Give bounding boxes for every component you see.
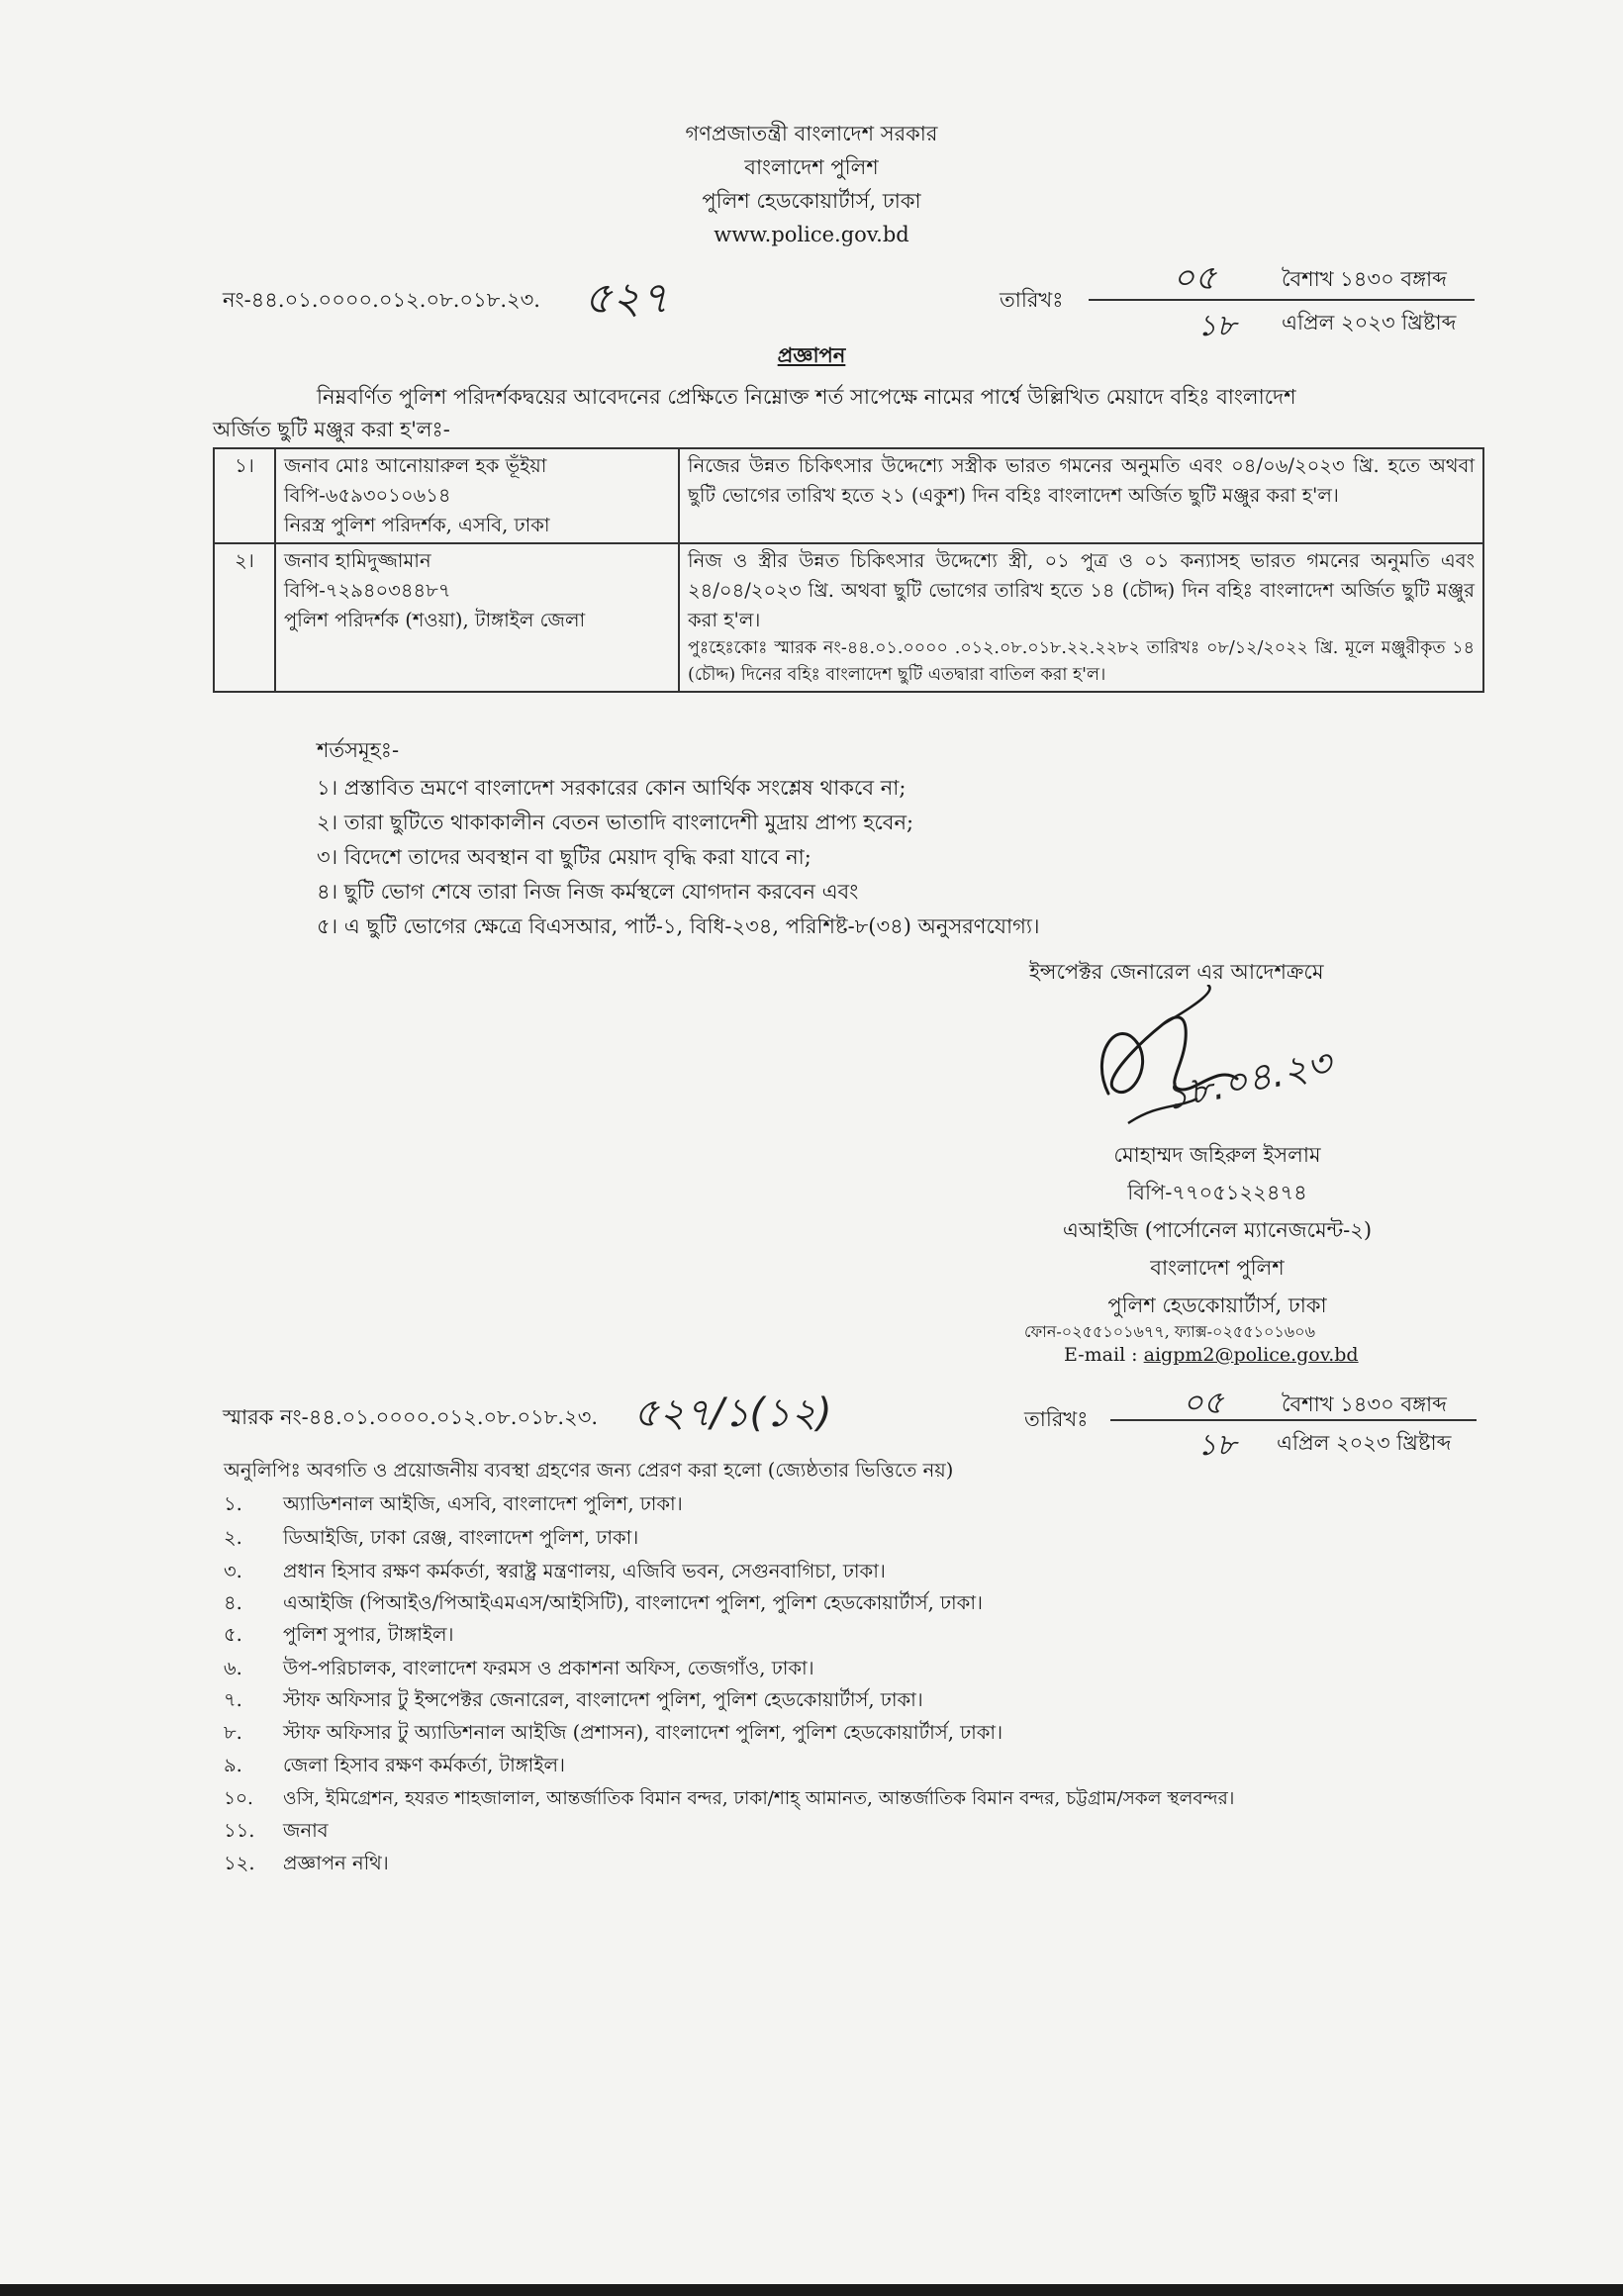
email-link[interactable]: aigpm2@police.gov.bd <box>1143 1344 1359 1366</box>
date-label: তারিখঃ <box>1000 288 1064 312</box>
signature-block <box>1009 1136 1425 1324</box>
copy-item: ১. অ্যাডিশনাল আইজি, এসবি, বাংলাদেশ পুলিশ, ঢাকা। <box>224 1492 683 1515</box>
copy-item: ৯. জেলা হিসাব রক্ষণ কর্মকর্তা, টাঙ্গাইল। <box>224 1754 565 1776</box>
officer-designation: নিরস্ত্র পুলিশ পরিদর্শক, এসবি, ঢাকা <box>284 514 550 536</box>
memo-date-bottom-handwritten: ১৮ <box>1197 1428 1236 1463</box>
officer-bp: বিপি-৭২৯৪০৩৪৪৮৭ <box>284 579 451 602</box>
condition-item: ১। প্রস্তাবিত ভ্রমণে বাংলাদেশ সরকারের কোন আর্থিক সংশ্লেষ থাকবে না; <box>317 776 907 800</box>
order-line: ইন্সপেক্টর জেনারেল এর আদেশক্রমে <box>1029 960 1324 984</box>
reference-number: নং-৪৪.০১.০০০০.০১২.০৮.০১৮.২৩. <box>223 288 540 312</box>
header-website: www.police.gov.bd <box>714 223 909 246</box>
officer-name: জনাব হামিদুজ্জামান <box>284 549 431 572</box>
letterhead <box>0 117 1623 251</box>
header-government: গণপ্রজাতন্ত্রী বাংলাদেশ সরকার <box>685 122 938 145</box>
memo-handwritten-number: ৫২৭/১(১২) <box>633 1390 832 1436</box>
condition-item: ২। তারা ছুটিতে থাকাকালীন বেতন ভাতাদি বাংলাদেশী মুদ্রায় প্রাপ্য হবেন; <box>317 811 914 834</box>
signatory-org: বাংলাদেশ পুলিশ <box>1150 1256 1285 1280</box>
copy-item: ২. ডিআইজি, ঢাকা রেঞ্জ, বাংলাদেশ পুলিশ, ঢাকা। <box>224 1526 639 1549</box>
condition-item: ৩। বিদেশে তাদের অবস্থান বা ছুটির মেয়াদ বৃদ্ধি করা যাবে না; <box>317 845 812 869</box>
memo-date-bottom-gregorian: এপ্রিল ২০২৩ খ্রিষ্টাব্দ <box>1277 1431 1452 1455</box>
notification-title: প্রজ্ঞাপন <box>777 342 846 367</box>
copy-intro: অনুলিপিঃ অবগতি ও প্রয়োজনীয় ব্যবস্থা গ্রহণের জন্য প্রেরণ করা হলো (জ্যেষ্ঠতার ভিত্তিতে নয়) <box>224 1459 954 1482</box>
row-details <box>679 448 1483 543</box>
contact-phone-fax: ফোন-০২৫৫১০১৬৭৭, ফ্যাক্স-০২৫৫১০১৬০৬ <box>1024 1322 1315 1341</box>
copy-item: ১০. ওসি, ইমিগ্রেশন, হযরত শাহজালাল, আন্তর্জাতিক বিমান বন্দর, ঢাকা/শাহ্ আমানত, আন্তর্জাতিক বিমান বন্দর, চট্টগ্রাম/সকল স্থলবন্দর। <box>224 1788 1235 1809</box>
date-bottom-handwritten: ১৮ <box>1197 309 1236 343</box>
row-officer <box>275 448 679 543</box>
copy-item: ৭. স্টাফ অফিসার টু ইন্সপেক্টর জেনারেল, বাংলাদেশ পুলিশ, পুলিশ হেডকোয়ার্টার্স, ঢাকা। <box>224 1688 923 1711</box>
header-police: বাংলাদেশ পুলিশ <box>744 155 879 179</box>
date-top-bengali: বৈশাখ ১৪৩০ বঙ্গাব্দ <box>1282 267 1447 291</box>
officer-designation: পুলিশ পরিদর্শক (শওয়া), টাঙ্গাইল জেলা <box>284 609 586 631</box>
leave-details: নিজের উন্নত চিকিৎসার উদ্দেশ্যে সস্ত্রীক ভারত গমনের অনুমতি এবং ০৪/০৬/২০২৩ খ্রি. হতে অথবা ছুটি ভোগের তারিখ হতে ২১ (একুশ) দিন বহিঃ বাংলাদেশ অর্জিত ছুটি মঞ্জুর করা হ'ল। <box>688 454 1475 507</box>
copy-item: ১২. প্রজ্ঞাপন নথি। <box>224 1852 389 1874</box>
email-label: E-mail : <box>1064 1344 1144 1366</box>
officer-bp: বিপি-৬৫৯৩০১০৬১৪ <box>284 484 451 507</box>
signatory-designation: এআইজি (পার্সোনেল ম্যানেজমেন্ট-২) <box>1062 1218 1373 1242</box>
memo-reference-number: স্মারক নং-৪৪.০১.০০০০.০১২.০৮.০১৮.২৩. <box>223 1405 599 1429</box>
officer-name: জনাব মোঃ আনোয়ারুল হক ভূঁইয়া <box>284 454 547 477</box>
reference-handwritten-number: ৫২৭ <box>584 273 669 324</box>
date-divider <box>1089 299 1475 301</box>
intro-text-continued: অর্জিত ছুটি মঞ্জুর করা হ'লঃ- <box>213 418 450 441</box>
scan-edge-bar <box>0 2284 1623 2296</box>
copy-item: ৪. এআইজি (পিআইও/পিআইএমএস/আইসিটি), বাংলাদেশ পুলিশ, পুলিশ হেডকোয়ার্টার্স, ঢাকা। <box>224 1591 983 1614</box>
header-hq: পুলিশ হেডকোয়ার্টার্স, ঢাকা <box>702 189 921 213</box>
signature-handwritten-date: ১৮.০৪.২৩ <box>1159 1040 1336 1119</box>
leave-grant-table <box>213 447 1484 693</box>
copy-item: ৮. স্টাফ অফিসার টু অ্যাডিশনাল আইজি (প্রশাসন), বাংলাদেশ পুলিশ, পুলিশ হেডকোয়ার্টার্স, ঢাকা। <box>224 1721 1003 1744</box>
signatory-bp: বিপি-৭৭০৫১২২৪৭৪ <box>1127 1181 1307 1204</box>
memo-date-label: তারিখঃ <box>1024 1407 1089 1431</box>
signatory-name: মোহাম্মদ জহিরুল ইসলাম <box>1113 1143 1321 1167</box>
condition-item: ৫। এ ছুটি ভোগের ক্ষেত্রে বিএসআর, পার্ট-১, বিধি-২৩৪, পরিশিষ্ট-৮(৩৪) অনুসরণযোগ্য। <box>317 914 1040 938</box>
leave-details: নিজ ও স্ত্রীর উন্নত চিকিৎসার উদ্দেশ্যে স্ত্রী, ০১ পুত্র ও ০১ কন্যাসহ ভারত গমনের অনুমতি এবং ২৪/০৪/২০২৩ খ্রি. অথবা ছুটি ভোগের তারিখ হতে ১৪ (চৌদ্দ) দিন বহিঃ বাংলাদেশ অর্জিত ছুটি মঞ্জুর করা হ'ল। <box>688 549 1475 631</box>
intro-text: নিম্নবর্ণিত পুলিশ পরিদর্শকদ্বয়ের আবেদনের প্রেক্ষিতে নিম্নোক্ত শর্ত সাপেক্ষে নামের পার্শ্বে উল্লিখিত মেয়াদে বহিঃ বাংলাদেশ <box>317 385 1296 409</box>
contact-email <box>1064 1344 1359 1366</box>
condition-item: ৪। ছুটি ভোগ শেষে তারা নিজ নিজ কর্মস্থলে যোগদান করবেন এবং <box>317 880 859 904</box>
row-serial: ২। <box>214 543 275 692</box>
row-officer <box>275 543 679 692</box>
memo-date-top-handwritten: ০৫ <box>1183 1384 1224 1421</box>
memo-date-divider <box>1110 1419 1477 1421</box>
copy-item: ৩. প্রধান হিসাব রক্ষণ কর্মকর্তা, স্বরাষ্ট্র মন্ত্রণালয়, এজিবি ভবন, সেগুনবাগিচা, ঢাকা। <box>224 1560 886 1582</box>
row-details <box>679 543 1483 692</box>
conditions-heading: শর্তসমূহঃ- <box>317 738 400 762</box>
table-row <box>214 543 1483 692</box>
signatory-office: পুলিশ হেডকোয়ার্টার্স, ঢাকা <box>1107 1293 1327 1317</box>
table-row <box>214 448 1483 543</box>
memo-date-top-bengali: বৈশাখ ১৪৩০ বঙ্গাব্দ <box>1282 1392 1447 1416</box>
date-bottom-gregorian: এপ্রিল ২০২৩ খ্রিষ্টাব্দ <box>1282 311 1457 335</box>
date-top-handwritten: ০৫ <box>1173 258 1217 298</box>
copy-item: ৫. পুলিশ সুপার, টাঙ্গাইল। <box>224 1623 454 1646</box>
copy-item: ১১. জনাব <box>224 1819 329 1842</box>
copy-item: ৬. উপ-পরিচালক, বাংলাদেশ ফরমস ও প্রকাশনা অফিস, তেজগাঁও, ঢাকা। <box>224 1657 814 1679</box>
row-serial: ১। <box>214 448 275 543</box>
cancellation-memo: পুঃহেঃকোঃ স্মারক নং-৪৪.০১.০০০০ .০১২.০৮.০১৮.২২.২২৮২ তারিখঃ ০৮/১২/২০২২ খ্রি. মূলে মঞ্জুরীকৃত ১৪ (চৌদ্দ) দিনের বহিঃ বাংলাদেশ ছুটি এতদ্বারা বাতিল করা হ'ল। <box>688 638 1475 685</box>
